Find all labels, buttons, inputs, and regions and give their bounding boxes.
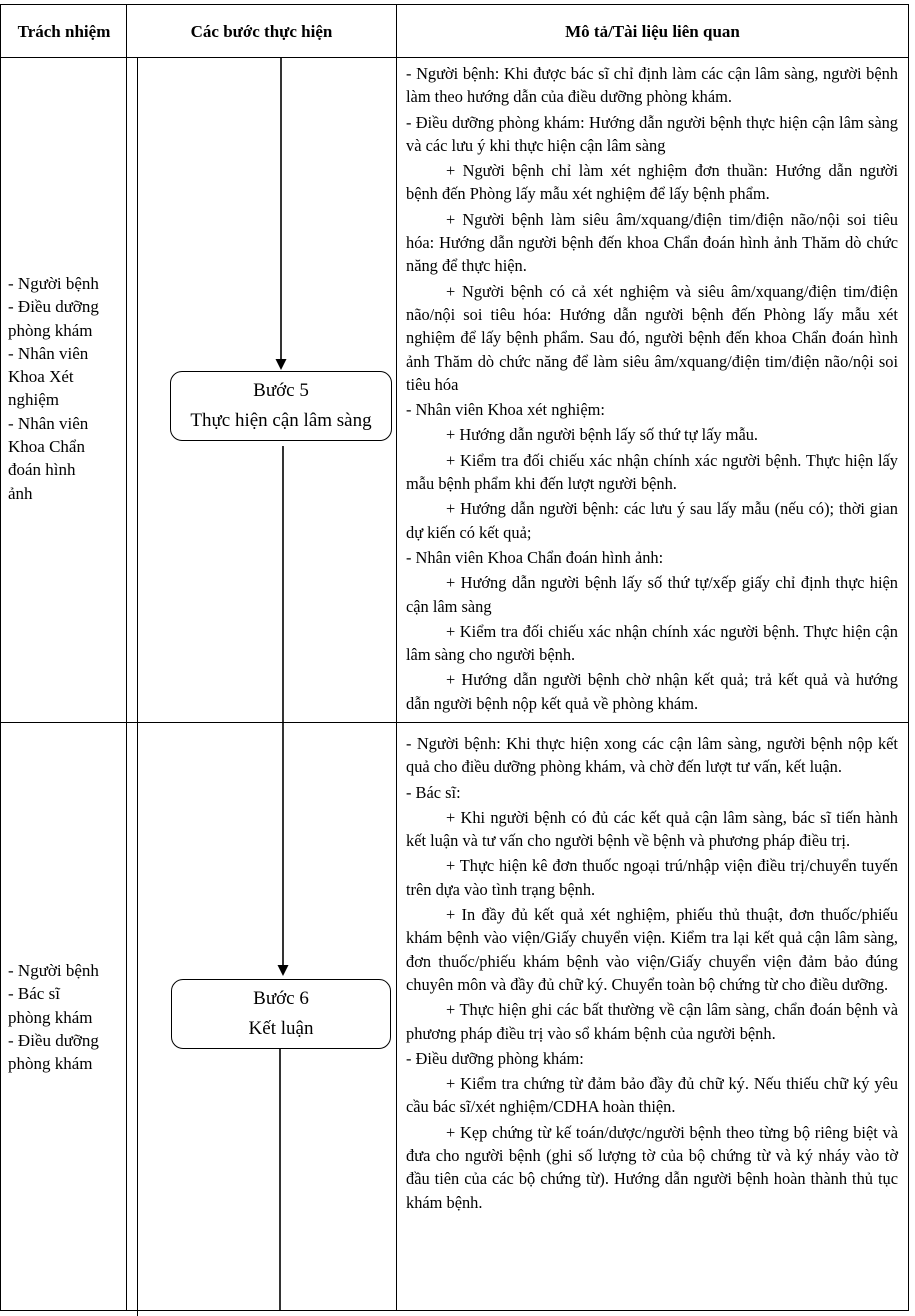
description-item: - Bác sĩ:: [406, 782, 461, 802]
description-sub-item: + Người bệnh làm siêu âm/xquang/điện tim/điện não/nội soi tiêu hóa: Hướng dẫn người bệnh đến khoa Chẩn đoán hình ảnh Thăm dò chức năng để thực hiện.: [406, 209, 898, 276]
description-sub-item: + Kiểm tra đối chiếu xác nhận chính xác người bệnh. Thực hiện lấy mẫu bệnh phẩm khi đến lượt người bệnh.: [406, 450, 898, 494]
row-1-description: [406, 62, 898, 717]
step-5-number: Bước 5: [253, 380, 309, 401]
responsible-line: Khoa Xét: [8, 367, 74, 387]
description-sub-item: + Kiểm tra chứng từ đảm bảo đầy đủ chữ ký. Nếu thiếu chữ ký yêu cầu bác sĩ/xét nghiệm/CDHA hoàn thiện.: [406, 1074, 898, 1117]
description-sub-item: + Người bệnh chỉ làm xét nghiệm đơn thuần: Hướng dẫn người bệnh đến Phòng lấy mẫu xét nghiệm để lấy bệnh phẩm.: [406, 161, 898, 204]
responsible-line: nghiệm: [8, 390, 59, 410]
arrowhead-step-6: [278, 965, 289, 976]
responsible-line: - Người bệnh: [8, 961, 99, 980]
step-6-box: [171, 979, 391, 1049]
header-responsibility: Trách nhiệm: [17, 21, 111, 41]
header-description: Mô tả/Tài liệu liên quan: [565, 21, 740, 41]
description-sub-item: + Khi người bệnh có đủ các kết quả cận lâm sàng, bác sĩ tiến hành kết luận và tư vấn cho người bệnh về bệnh và phương pháp điều trị.: [406, 807, 898, 851]
description-sub-item: + Kiểm tra đối chiếu xác nhận chính xác người bệnh. Thực hiện cận lâm sàng cho người bệnh.: [406, 621, 898, 665]
description-item: - Nhân viên Khoa Chẩn đoán hình ảnh:: [406, 547, 664, 567]
description-item: - Người bệnh: Khi được bác sĩ chỉ định làm các cận lâm sàng, người bệnh làm theo hướng dẫn của điều dưỡng phòng khám.: [406, 64, 898, 107]
responsible-line: - Nhân viên: [8, 413, 89, 433]
description-sub-item: + Người bệnh có cả xét nghiệm và siêu âm/xquang/điện tim/điện não/nội soi tiêu hóa: Hướng dẫn người bệnh đến Phòng lấy mẫu xét nghiệm để lấy bệnh phẩm. Sau đó, người bệnh đến khoa Chẩn đoán hình ảnh Thăm dò chức năng để làm siêu âm/xquang/điện tim/điện não/nội soi tiêu hóa: [406, 281, 898, 394]
responsible-line: đoán hình: [8, 460, 76, 480]
responsible-line: phòng khám: [8, 1054, 93, 1074]
row-2-responsible: [8, 959, 126, 1075]
description-sub-item: + Thực hiện kê đơn thuốc ngoại trú/nhập viện điều trị/chuyển tuyến trên dựa vào tình trạng bệnh.: [406, 856, 898, 899]
row-1-responsible: [8, 272, 126, 505]
responsible-line: ảnh: [8, 483, 33, 503]
description-item: - Người bệnh: Khi thực hiện xong các cận lâm sàng, người bệnh nộp kết quả cho điều dưỡng phòng khám, và chờ đến lượt tư vấn, kết luận.: [406, 734, 898, 777]
row-2-description: [406, 732, 898, 1216]
description-sub-item: + Hướng dẫn người bệnh lấy số thứ tự lấy mẫu.: [446, 425, 759, 445]
header-steps: Các bước thực hiện: [190, 21, 333, 41]
responsible-line: - Điều dưỡng: [8, 297, 99, 317]
description-sub-item: + Hướng dẫn người bệnh: các lưu ý sau lấy mẫu (nếu có); thời gian dự kiến có kết quả;: [406, 499, 898, 542]
responsible-line: - Bác sĩ: [8, 984, 60, 1004]
responsible-line: - Nhân viên: [8, 343, 89, 363]
description-sub-item: + In đầy đủ kết quả xét nghiệm, phiếu thủ thuật, đơn thuốc/phiếu khám bệnh vào viện/Giấy chuyển viện. Kiểm tra lại kết quả cận lâm sàng, đơn thuốc/phiếu khám bệnh vào viện/Giấy chuyển viện đảm bảo đúng chuyên môn và đầy đủ chữ ký. Chuyển toàn bộ chứng từ cho điều dưỡng.: [406, 905, 898, 994]
responsible-line: Khoa Chẩn: [8, 437, 85, 457]
description-sub-item: + Hướng dẫn người bệnh chờ nhận kết quả; trả kết quả và hướng dẫn người bệnh nộp kết quả về phòng khám.: [406, 670, 898, 713]
step-5-title: Thực hiện cận lâm sàng: [190, 410, 372, 431]
description-sub-item: + Kẹp chứng từ kế toán/dược/người bệnh theo từng bộ riêng biệt và đưa cho người bệnh (ghi số lượng tờ của bộ chứng từ và ký nháy vào tờ đầu tiên của các bộ chứng từ). Hướng dẫn người bệnh hoàn thành thủ tục khám bệnh.: [406, 1122, 898, 1212]
step-6-number: Bước 6: [253, 988, 309, 1009]
description-item: - Điều dưỡng phòng khám:: [406, 1048, 584, 1068]
description-sub-item: + Thực hiện ghi các bất thường về cận lâm sàng, chẩn đoán bệnh và phương pháp điều trị vào sổ khám bệnh của người bệnh.: [406, 1000, 898, 1043]
step-6-title: Kết luận: [248, 1018, 314, 1039]
responsible-line: - Người bệnh: [8, 274, 99, 293]
responsible-line: phòng khám: [8, 320, 93, 340]
responsible-line: - Điều dưỡng: [8, 1030, 99, 1050]
responsible-line: phòng khám: [8, 1007, 93, 1027]
arrowhead-step-5: [276, 359, 287, 370]
description-item: - Nhân viên Khoa xét nghiệm:: [406, 400, 605, 420]
step-5-box: [170, 371, 392, 441]
description-item: - Điều dưỡng phòng khám: Hướng dẫn người bệnh thực hiện cận lâm sàng và các lưu ý khi thực hiện cận lâm sàng: [406, 112, 898, 155]
description-sub-item: + Hướng dẫn người bệnh lấy số thứ tự/xếp giấy chỉ định thực hiện cận lâm sàng: [406, 573, 898, 616]
